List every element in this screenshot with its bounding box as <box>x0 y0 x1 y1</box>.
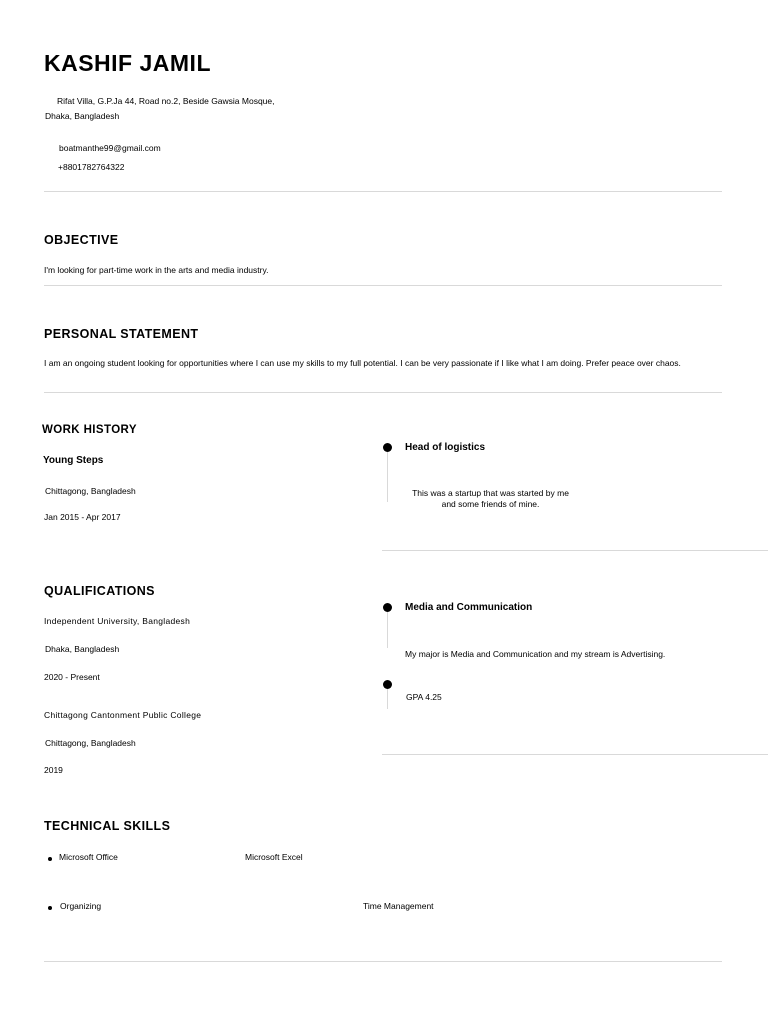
job-description-line-1: This was a startup that was started by me <box>412 488 569 498</box>
phone-text: +8801782764322 <box>58 162 125 172</box>
objective-text: I'm looking for part-time work in the arts and media industry. <box>44 265 269 275</box>
skill-item: Organizing <box>60 901 102 911</box>
gpa-text: GPA 4.25 <box>406 692 442 702</box>
objective-heading: OBJECTIVE <box>44 233 119 247</box>
skill-item: Microsoft Office <box>59 852 118 862</box>
company-name: Young Steps <box>43 455 104 466</box>
divider <box>44 961 722 962</box>
institution-location: Chittagong, Bangladesh <box>45 738 136 748</box>
email-text: boatmanthe99@gmail.com <box>59 143 161 153</box>
divider <box>44 392 722 393</box>
divider <box>382 550 768 551</box>
candidate-name: KASHIF JAMIL <box>44 50 211 76</box>
personal-statement-text: I am an ongoing student looking for opportunities where I can use my skills to my full potential. I can be very passionate if I like what I am doing. Prefer peace over chaos. <box>44 358 681 368</box>
institution-dates: 2020 - Present <box>44 672 100 682</box>
work-location: Chittagong, Bangladesh <box>45 486 136 496</box>
timeline-dot <box>383 680 392 689</box>
divider <box>382 754 768 755</box>
institution-dates: 2019 <box>44 765 63 775</box>
work-history-heading: WORK HISTORY <box>42 424 137 436</box>
work-dates: Jan 2015 - Apr 2017 <box>44 512 121 522</box>
job-description-line-2: and some friends of mine. <box>441 499 540 509</box>
institution-name: Chittagong Cantonment Public College <box>44 710 202 720</box>
timeline-line <box>387 452 388 502</box>
job-title: Head of logistics <box>405 442 486 453</box>
timeline-dot <box>383 603 392 612</box>
skill-item: Microsoft Excel <box>245 852 303 862</box>
divider <box>44 285 722 286</box>
bullet-icon <box>48 857 52 861</box>
personal-statement-heading: PERSONAL STATEMENT <box>44 327 199 341</box>
divider <box>44 191 722 192</box>
major-title: Media and Communication <box>405 602 533 613</box>
skill-item: Time Management <box>363 901 434 911</box>
institution-location: Dhaka, Bangladesh <box>45 644 120 654</box>
bullet-icon <box>48 906 52 910</box>
timeline-line <box>387 612 388 648</box>
timeline-line <box>387 689 388 709</box>
institution-name: Independent University, Bangladesh <box>44 616 191 626</box>
qualifications-heading: QUALIFICATIONS <box>44 584 155 598</box>
address-line-2: Dhaka, Bangladesh <box>45 111 120 121</box>
address-line-1: Rifat Villa, G.P.Ja 44, Road no.2, Beside Gawsia Mosque, <box>57 96 275 106</box>
technical-skills-heading: TECHNICAL SKILLS <box>44 819 171 833</box>
major-text: My major is Media and Communication and my stream is Advertising. <box>405 649 666 659</box>
timeline-dot <box>383 443 392 452</box>
